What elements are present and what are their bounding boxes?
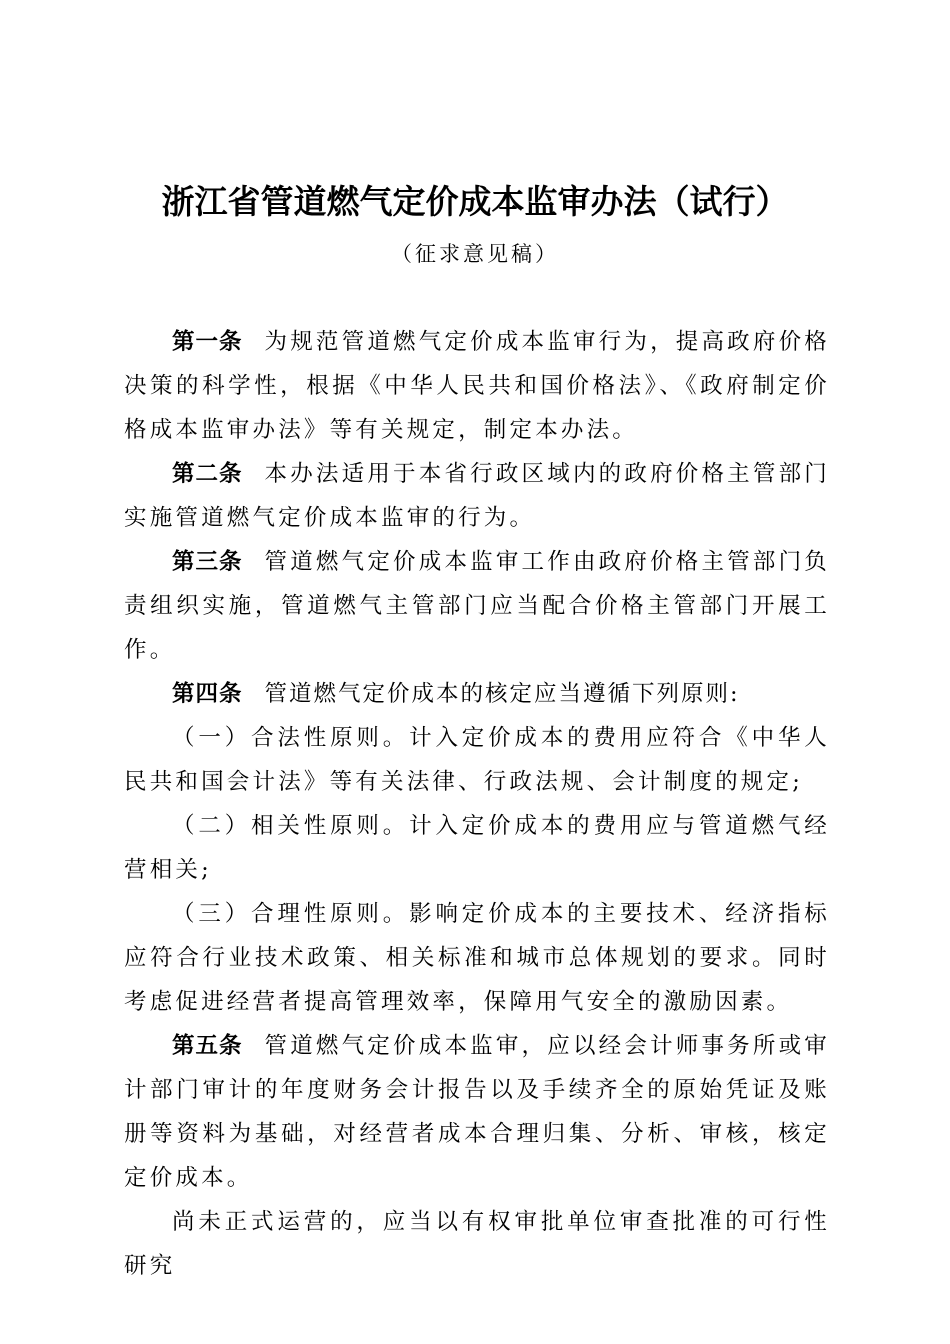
article-4-text: 管道燃气定价成本的核定应当遵循下列原则: — [264, 681, 740, 707]
article-5 — [124, 1024, 830, 1200]
article-2 — [124, 452, 830, 540]
article-5-text: 管道燃气定价成本监审，应以经会计师事务所或审计部门审计的年度财务会计报告以及手续齐全的原始凭证及账册等资料为基础，对经营者成本合理归集、分析、审核，核定定价成本。 — [124, 1033, 830, 1191]
article-4 — [124, 672, 830, 716]
article-3-text: 管道燃气定价成本监审工作由政府价格主管部门负责组织实施，管道燃气主管部门应当配合价格主管部门开展工作。 — [124, 549, 830, 663]
principle-1: （一）合法性原则。计入定价成本的费用应符合《中华人民共和国会计法》等有关法律、行政法规、会计制度的规定; — [124, 725, 830, 795]
principle-2: （二）相关性原则。计入定价成本的费用应与管道燃气经营相关; — [124, 813, 830, 883]
article-1 — [124, 320, 830, 452]
article-1-heading: 第一条 — [172, 329, 243, 355]
article-2-heading: 第二条 — [172, 461, 243, 487]
article-5-heading: 第五条 — [172, 1033, 243, 1059]
document-subtitle: （征求意见稿） — [391, 242, 559, 266]
article-3 — [124, 540, 830, 672]
principle-3: （三）合理性原则。影响定价成本的主要技术、经济指标应符合行业技术政策、相关标准和城市总体规划的要求。同时考虑促进经营者提高管理效率，保障用气安全的激励因素。 — [124, 901, 830, 1015]
document-body — [124, 320, 830, 1288]
article-1-text: 为规范管道燃气定价成本监审行为，提高政府价格决策的科学性，根据《中华人民共和国价格法》、《政府制定价格成本监审办法》等有关规定，制定本办法。 — [124, 329, 830, 443]
article-3-heading: 第三条 — [172, 549, 243, 575]
article-2-text: 本办法适用于本省行政区域内的政府价格主管部门实施管道燃气定价成本监审的行为。 — [124, 461, 830, 531]
closing-paragraph: 尚未正式运营的，应当以有权审批单位审查批准的可行性研究 — [124, 1209, 830, 1279]
document-title: 浙江省管道燃气定价成本监审办法（试行） — [161, 182, 789, 221]
article-4-heading: 第四条 — [172, 681, 243, 707]
